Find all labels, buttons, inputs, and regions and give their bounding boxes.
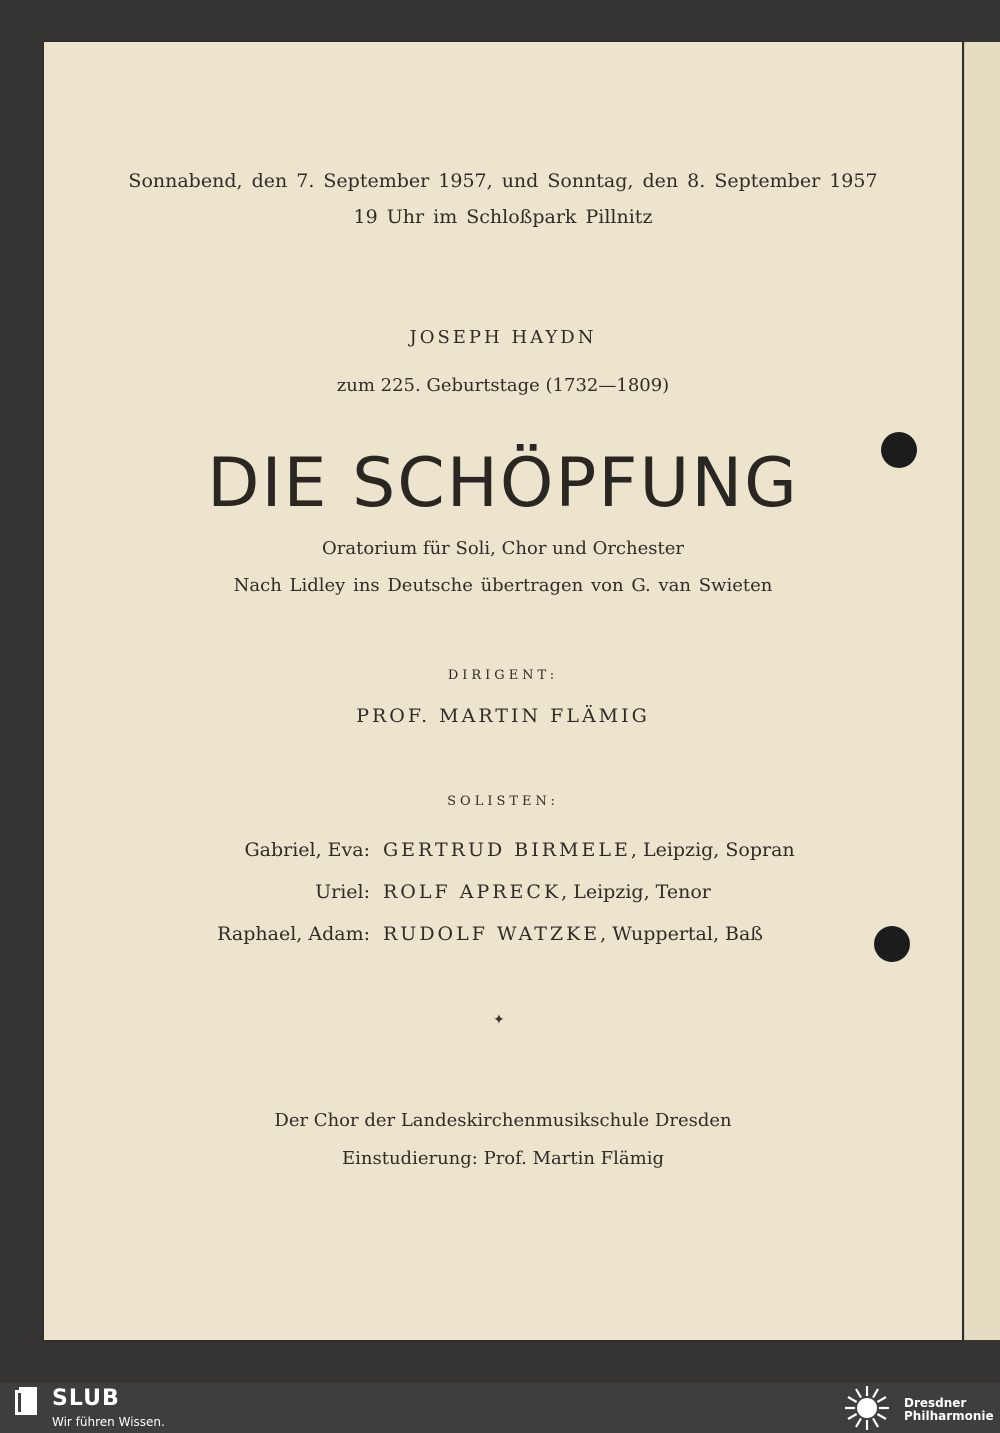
work-title: DIE SCHÖPFUNG <box>207 444 799 523</box>
date-line: Sonnabend, den 7. September 1957, und Sonntag, den 8. September 1957 <box>128 170 878 192</box>
viewer-footer <box>0 1383 1000 1433</box>
soloist-details: , Leipzig, Sopran <box>630 839 795 861</box>
library-name[interactable]: SLUB <box>52 1386 120 1411</box>
soloist-name: RUDOLF WATZKE <box>383 923 601 945</box>
occasion-line: zum 225. Geburtstage (1732—1809) <box>336 375 670 396</box>
sunburst-logo[interactable] <box>842 1384 892 1432</box>
ornament-icon: ✦ <box>493 1012 505 1028</box>
partner-name-line2: Philharmonie <box>904 1409 994 1423</box>
choir-line: Der Chor der Landeskirchenmusikschule Dresden <box>274 1110 732 1131</box>
soloist-role: Gabriel, Eva: <box>244 839 370 861</box>
soloists-label: SOLISTEN: <box>447 794 559 809</box>
soloist-row <box>44 839 962 869</box>
punch-hole-top <box>881 432 917 468</box>
program-page <box>44 42 962 1340</box>
punch-hole-bottom <box>874 926 910 962</box>
book-icon[interactable] <box>12 1387 40 1417</box>
library-tagline: Wir führen Wissen. <box>52 1415 165 1429</box>
soloist-row <box>44 923 962 953</box>
work-subtitle: Oratorium für Soli, Chor und Orchester <box>322 538 684 559</box>
soloist-details: , Leipzig, Tenor <box>561 881 711 903</box>
soloist-details: , Wuppertal, Baß <box>600 923 763 945</box>
partner-name-line1: Dresdner <box>904 1396 967 1410</box>
soloist-name: ROLF APRECK <box>383 881 562 903</box>
soloist-artist <box>383 881 711 903</box>
time-place-line: 19 Uhr im Schloßpark Pillnitz <box>353 206 653 228</box>
soloist-row <box>44 881 962 911</box>
conductor-name: PROF. MARTIN FLÄMIG <box>356 705 650 727</box>
rehearsal-line: Einstudierung: Prof. Martin Flämig <box>342 1148 664 1169</box>
soloist-artist <box>383 839 795 861</box>
partner-name[interactable] <box>904 1397 994 1423</box>
soloist-role: Uriel: <box>315 881 370 903</box>
composer-name: JOSEPH HAYDN <box>409 327 597 348</box>
soloist-name: GERTRUD BIRMELE <box>383 839 631 861</box>
adjacent-page-edge <box>964 42 1000 1340</box>
conductor-label: DIRIGENT: <box>447 668 559 683</box>
soloist-role: Raphael, Adam: <box>217 923 370 945</box>
translation-credit: Nach Lidley ins Deutsche übertragen von G. van Swieten <box>233 575 773 596</box>
soloist-artist <box>383 923 763 945</box>
